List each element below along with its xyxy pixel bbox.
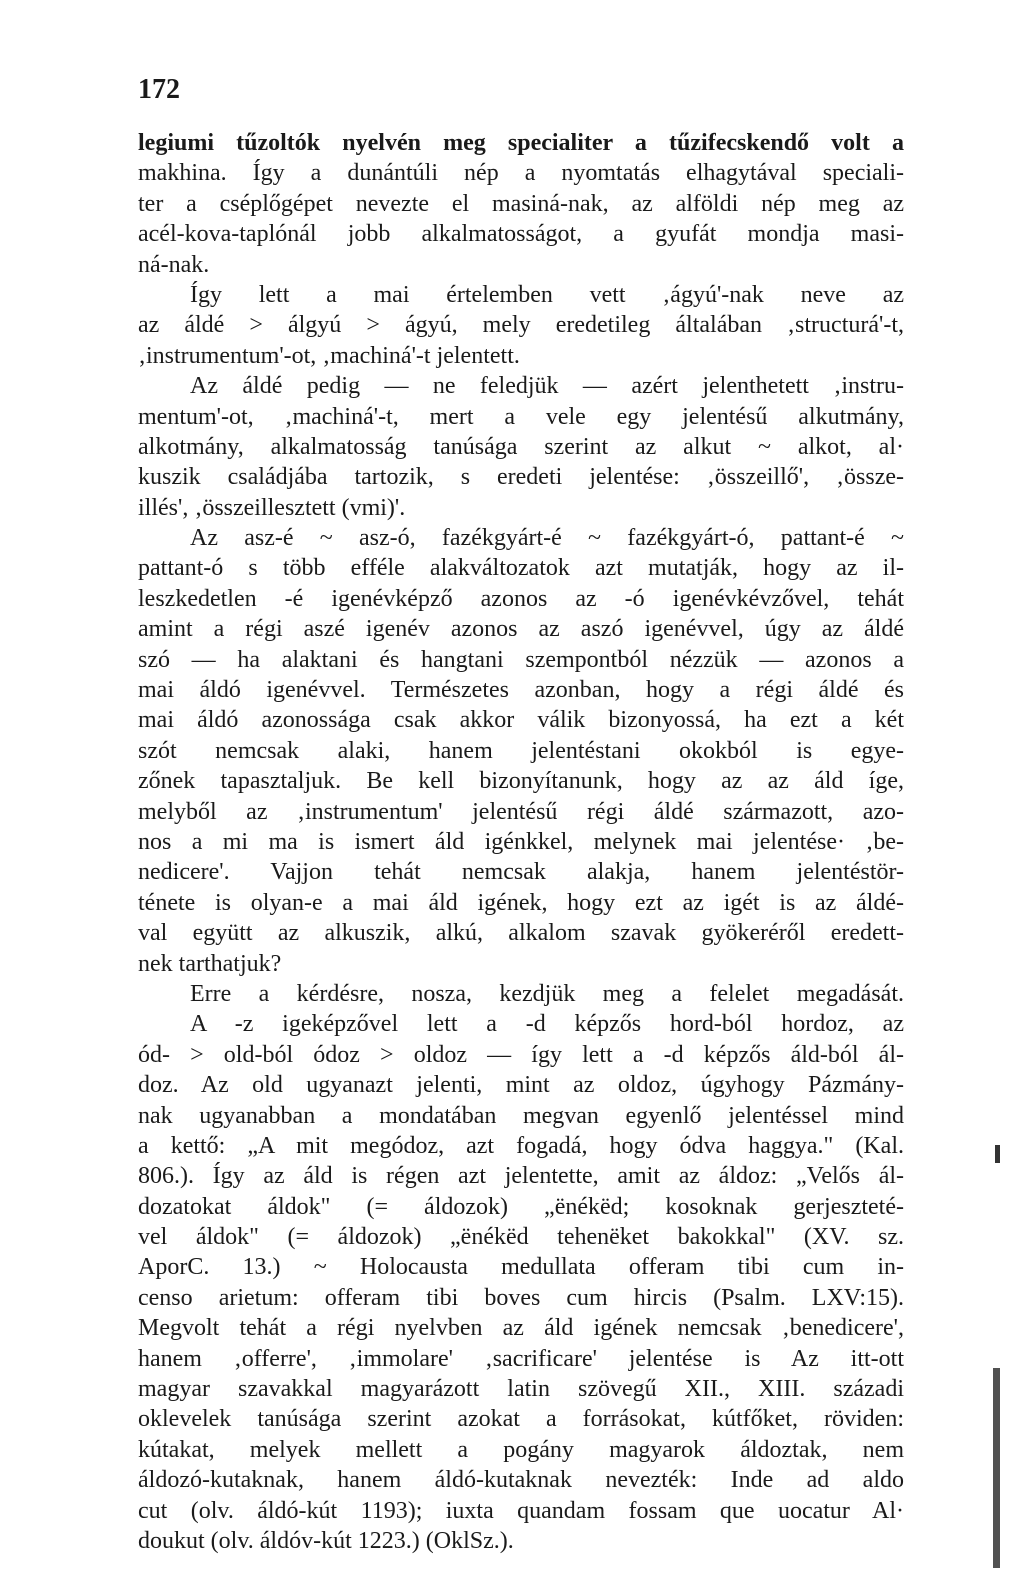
text-line: leszkedetlen -é igenévképző azonos az -ó igenévkévzővel, tehát <box>138 585 904 612</box>
text-line: pattant-ó s több efféle alakváltozatok azt mutatják, hogy az il- <box>138 555 904 582</box>
text-line: illés', ‚összeillesztett (vmi)'. <box>138 494 406 521</box>
text-line: nak ugyanabban a mondatában megvan egyenlő jelentéssel mind <box>138 1102 904 1129</box>
text-line: Megvolt tehát a régi nyelvben az áld igének nemcsak ‚benedicere', <box>138 1315 904 1342</box>
text-line: vel áldok" (= áldozok) „ënékëd tehenëket bakokkal" (XV. sz. <box>138 1224 904 1251</box>
text-line: cut (olv. áldó-kút 1193); iuxta quandam fossam que uocatur Al· <box>138 1497 904 1524</box>
text-line: mai áldó igenévvel. Természetes azonban, hogy a régi áldé és <box>138 677 904 704</box>
text-line: hanem ‚offerre', ‚immolare' ‚sacrificare' jelentése is Az itt-ott <box>138 1345 904 1372</box>
page-number: 172 <box>138 74 180 105</box>
text-line: áldozó-kutaknak, hanem áldó-kutaknak nevezték: Inde ad aldo <box>138 1467 904 1494</box>
text-line: nek tarthatjuk? <box>138 950 282 977</box>
text-line: nos a mi ma is ismert áld igénkkel, melynek mai jelentése· ‚be- <box>138 828 904 855</box>
text-line: nedicere'. Vajjon tehát nemcsak alakja, hanem jelentéstör- <box>138 859 904 886</box>
text-line: doz. Az old ugyanazt jelenti, mint az oldoz, úgyhogy Pázmány- <box>138 1072 904 1099</box>
text-line: melyből az ‚instrumentum' jelentésű régi áldé származott, azo- <box>138 798 904 825</box>
text-line: az áldé > álgyú > ágyú, mely eredetileg általában ‚structurá'-t, <box>138 312 904 339</box>
text-line: dozatokat áldok" (= áldozok) „ënékëd; kosoknak gerjeszteté- <box>138 1193 904 1220</box>
text-line: oklevelek tanúsága szerint azokat a forrásokat, kútfőket, röviden: <box>138 1406 904 1433</box>
text-line: zőnek tapasztaljuk. Be kell bizonyítanunk, hogy az az áld íge, <box>138 768 904 795</box>
text-line: szót nemcsak alaki, hanem jelentéstani okokból is egye- <box>138 737 904 764</box>
text-line: Az asz-é ~ asz-ó, fazékgyárt-é ~ fazékgyárt-ó, pattant-é ~ <box>190 525 904 552</box>
text-line: legiumi tűzoltók nyelvén meg specialiter a tűzifecskendő volt a <box>138 130 904 156</box>
text-line: mai áldó azonossága csak akkor válik bizonyossá, ha ezt a két <box>138 707 904 734</box>
scan-edge-mark <box>993 1368 1000 1568</box>
text-line: acél-kova-taplónál jobb alkalmatosságot, a gyufát mondja masi- <box>138 221 904 248</box>
text-line: amint a régi aszé igenév azonos az aszó igenévvel, úgy az áldé <box>138 616 904 643</box>
text-line: kútakat, melyek mellett a pogány magyarok áldoztak, nem <box>138 1436 904 1463</box>
text-line: Így lett a mai értelemben vett ‚ágyú'-nak neve az <box>190 281 904 308</box>
text-line: ód- > old-ból ódoz > oldoz — így lett a -d képzős áld-ból ál- <box>138 1041 904 1068</box>
body-text <box>138 128 904 1556</box>
text-line: AporC. 13.) ~ Holocausta medullata offeram tibi cum in- <box>138 1254 904 1281</box>
text-line: Az áldé pedig — ne feledjük — azért jelenthetett ‚instru- <box>190 373 904 400</box>
text-line: doukut (olv. áldóv-kút 1223.) (OklSz.). <box>138 1527 514 1554</box>
text-line: magyar szavakkal magyarázott latin szövegű XII., XIII. századi <box>138 1376 904 1403</box>
text-line: mentum'-ot, ‚machiná'-t, mert a vele egy jelentésű alkutmány, <box>138 403 904 430</box>
text-line: ‚instrumentum'-ot, ‚machiná'-t jelentett. <box>138 342 520 369</box>
text-line: ná-nak. <box>138 251 210 278</box>
text-line: Erre a kérdésre, nosza, kezdjük meg a felelet megadását. <box>190 980 904 1007</box>
text-line: ter a cséplőgépet nevezte el masiná-nak, az alföldi nép meg az <box>138 190 904 217</box>
text-line: censo arietum: offeram tibi boves cum hircis (Psalm. LXV:15). <box>138 1284 904 1311</box>
text-line: makhina. Így a dunántúli nép a nyomtatás elhagytával speciali- <box>138 160 904 187</box>
scan-edge-mark <box>995 1145 1000 1163</box>
text-line: kuszik családjába tartozik, s eredeti jelentése: ‚összeillő', ‚össze- <box>138 464 904 491</box>
text-line: ténete is olyan-e a mai áld igének, hogy ezt az igét is az áldé- <box>138 889 904 916</box>
text-line: a kettő: „A mit megódoz, azt fogadá, hogy ódva haggya." (Kal. <box>138 1132 904 1159</box>
text-line: 806.). Így az áld is régen azt jelentette, amit az áldoz: „Velős ál- <box>138 1163 904 1190</box>
text-line: alkotmány, alkalmatosság tanúsága szerint az alkut ~ alkot, al· <box>138 433 904 460</box>
text-line: A -z igeképzővel lett a -d képzős hord-ból hordoz, az <box>190 1011 904 1038</box>
text-line: szó — ha alaktani és hangtani szempontból nézzük — azonos a <box>138 646 904 673</box>
text-line: val együtt az alkuszik, alkú, alkalom szavak gyökeréről eredett- <box>138 920 904 947</box>
